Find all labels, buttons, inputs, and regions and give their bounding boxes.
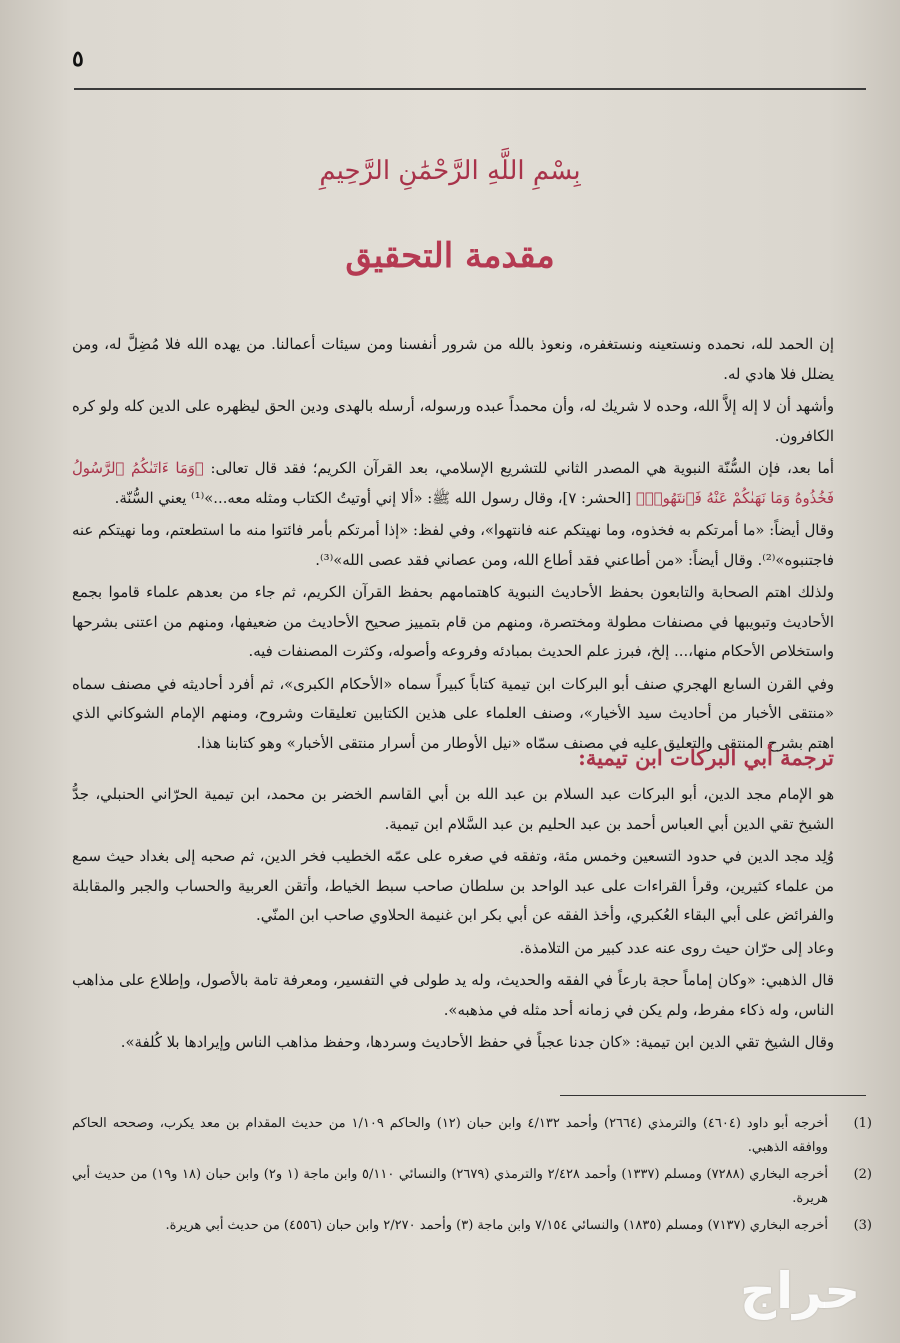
intro-paragraph-2: وأشهد أن لا إله إلاَّ الله، وحده لا شريك له، وأن محمداً عبده ورسوله، أرسله بالهدى ودين الحق ليظهره على الدين كله ولو كره الكافرون.: [72, 398, 834, 445]
footnotes: [72, 1112, 872, 1242]
introduction-body: [72, 330, 834, 761]
footnote: [72, 1214, 872, 1238]
biography-heading: ترجمة أبي البركات ابن تيمية:: [578, 745, 834, 770]
footnote: [72, 1163, 872, 1210]
footnote-rule: [560, 1095, 866, 1096]
sunnah-text-after: [الحشر: ٧]، وقال رسول الله ﷺ: «ألا إني أوتيتُ الكتاب ومثله معه...»⁽¹⁾ يعني السُّنّة.: [114, 489, 632, 507]
basmala: بِسْمِ اللَّهِ الرَّحْمَٰنِ الرَّحِيمِ: [319, 156, 581, 186]
biography-paragraph-4: قال الذهبي: «وكان إماماً حجة بارعاً في الفقه والحديث، وله يد طولى في التفسير، ومعرفة تامة بالأصول، وإطلاع على مذاهب الناس، وله ذكاء مفرط، ولم يكن في زمانه أحد مثله في مذهبه».: [72, 972, 834, 1019]
biography-paragraph-1: هو الإمام مجد الدين، أبو البركات عبد السلام بن عبد الله بن أبي القاسم الخضر بن محمد، ابن تيمية الحرّاني الحنبلي، جدُّ الشيخ تقي الدين أبي العباس أحمد بن عبد الحليم بن عبد السَّلام ابن تيمية.: [72, 786, 834, 833]
sunnah-text-before: أما بعد، فإن السُّنّة النبوية هي المصدر الثاني للتشريع الإسلامي، بعد القرآن الكريم؛ فقد قال تعالى:: [210, 460, 834, 477]
page-number: ٥: [72, 46, 84, 72]
header-rule: [74, 88, 866, 90]
footnote-text: أخرجه البخاري (٧٢٨٨) ومسلم (١٣٣٧) وأحمد ٢/٤٢٨ والترمذي (٢٦٧٩) والنسائي ٥/١١٠ وابن ماجة (١ و٢) وابن حبان (١٨ و١٩) من حديث أبي هريرة.: [72, 1167, 829, 1206]
footnote: [72, 1112, 872, 1159]
footnote-text: أخرجه أبو داود (٤٦٠٤) والترمذي (٢٦٦٤) وأحمد ٤/١٣٢ وابن حبان (١٢) والحاكم ١/١٠٩ من حديث المقدام بن معد يكرب، وصححه الحاكم ووافقه الذهبي.: [72, 1116, 828, 1155]
biography-body: [72, 780, 834, 1061]
quran-verse: ﴿وَمَا ءَاتَىٰكُمُ ٱلرَّسُولُ فَخُذُوهُ وَمَا نَهَىٰكُمْ عَنْهُ فَٱنتَهُوا۟﴾: [72, 460, 834, 507]
watermark-logo: حراج: [740, 1262, 861, 1320]
sunnah-paragraph: [72, 454, 834, 513]
biography-paragraph-3: وعاد إلى حرّان حيث روى عنه عدد كبير من التلامذة.: [519, 939, 834, 957]
page-title: مقدمة التحقيق: [345, 236, 555, 276]
footnote-number: (1): [853, 1116, 872, 1131]
biography-paragraph-2: وُلِد مجد الدين في حدود التسعين وخمس مئة، وتفقه في صغره على عمّه الخطيب فخر الدين، ثم صحبه إلى بغداد حيث سمع من علماء كثيرين، وقرأ القراءات على عبد الواحد بن سلطان صاحب سبط الخياط، وأتقن العربية والحساب والجبر والمقابلة والفرائض على أبي البقاء العُكبري، وأخذ الفقه عن أبي بكر ابن غنيمة الحلاوي صاحب ابن المنّي.: [72, 848, 834, 924]
intro-paragraph-1: إن الحمد لله، نحمده ونستعينه ونستغفره، ونعوذ بالله من شرور أنفسنا ومن سيئات أعمالنا. من يهده الله فلا مُضِلَّ له، ومن يضلل فلا هادي له.: [72, 336, 834, 383]
footnote-number: (2): [853, 1167, 872, 1182]
companions-paragraph: ولذلك اهتم الصحابة والتابعون بحفظ الأحاديث النبوية كاهتمامهم بحفظ القرآن الكريم، ثم جاء من بعدهم علماء قاموا بجمع الأحاديث وتبويبها في مصنفات مطولة ومختصرة، ومنهم من قام بتمييز صحيح الأحاديث من ضعيفها، ومنهم من اعتنى بشرحها واستخلاص الأحكام منها،... إلخ، فبرز علم الحديث بمبادئه وفروعه وأصوله، وكثرت المصنفات فيه.: [72, 584, 834, 660]
biography-paragraph-5: وقال الشيخ تقي الدين ابن تيمية: «كان جدنا عجباً في حفظ الأحاديث وسردها، وحفظ مذاهب الناس وإيرادها بلا كُلفة».: [120, 1034, 834, 1051]
hadith-paragraph: وقال أيضاً: «ما أمرتكم به فخذوه، وما نهيتكم عنه فانتهوا»، وفي لفظ: «إذا أمرتكم بأمر فائتوا منه ما استطعتم، وما نهيتكم عنه فاجتنبوه»⁽²⁾. وقال أيضاً: «من أطاعني فقد أطاع الله، ومن عصاني فقد عصى الله»⁽³⁾.: [72, 522, 834, 569]
footnote-text: أخرجه البخاري (٧١٣٧) ومسلم (١٨٣٥) والنسائي ٧/١٥٤ وابن ماجة (٣) وأحمد ٢/٢٧٠ وابن حبان (٤٥٥٦) من حديث أبي هريرة.: [165, 1218, 828, 1233]
footnote-number: (3): [853, 1218, 872, 1233]
century-paragraph: وفي القرن السابع الهجري صنف أبو البركات ابن تيمية كتاباً كبيراً سماه «الأحكام الكبرى»، ثم أفرد أحاديثه في مصنف سماه «منتقى الأخبار من أحاديث سيد الأخيار»، وصنف العلماء على هذين الكتابين تعليقات وشروح، ومنهم الإمام الشوكاني الذي اهتم بشرح المنتقى والتعليق عليه في مصنف سمّاه «نيل الأوطار من أسرار منتقى الأخبار» وهو كتابنا هذا.: [72, 675, 834, 752]
